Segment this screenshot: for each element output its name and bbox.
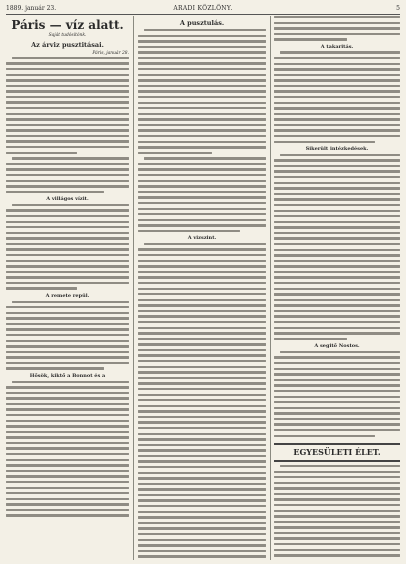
- section-heading: A villágos vízit.: [46, 196, 89, 203]
- section-heading: A remete repül.: [45, 293, 90, 300]
- section-heading: A vizszint.: [187, 235, 217, 242]
- article-dateline: Páris, január 28.: [92, 51, 129, 57]
- article-title: Páris — víz alatt.: [11, 18, 124, 32]
- text-block: [138, 29, 266, 232]
- section-heading: A pusztulás.: [179, 19, 225, 27]
- text-block: [6, 57, 129, 193]
- newspaper-name: ARADI KÖZLÖNY.: [173, 5, 233, 12]
- text-block: [274, 154, 400, 340]
- column-rule-2: [270, 16, 271, 560]
- section-heading: A segitő Nostos.: [314, 343, 360, 350]
- society-news-box: [274, 443, 400, 462]
- section-heading: Hősök, kiktő a Bonnot és a: [29, 373, 106, 380]
- text-block: [274, 16, 400, 41]
- text-block: [138, 243, 266, 560]
- column-rule-1: [133, 16, 134, 560]
- column-1: [6, 16, 129, 560]
- page-header: [6, 4, 400, 15]
- text-block: [274, 51, 400, 143]
- text-block: [274, 465, 400, 560]
- text-block: [274, 351, 400, 437]
- text-block: [6, 204, 129, 290]
- text-block: [6, 301, 129, 370]
- column-2: [138, 16, 266, 560]
- column-3: [274, 16, 400, 560]
- section-heading: A takaritás.: [320, 43, 354, 50]
- society-news-title: EGYESÜLETI ÉLET.: [293, 446, 381, 457]
- article-headline: Az árviz pusztitásai.: [31, 41, 104, 50]
- section-heading: Sikerült intézkedések.: [305, 146, 369, 153]
- text-block: [6, 381, 129, 517]
- issue-date: 1889. január 23.: [6, 5, 57, 12]
- page-number: 5: [396, 5, 400, 12]
- article-byline: Saját tudósítónk.: [48, 33, 87, 38]
